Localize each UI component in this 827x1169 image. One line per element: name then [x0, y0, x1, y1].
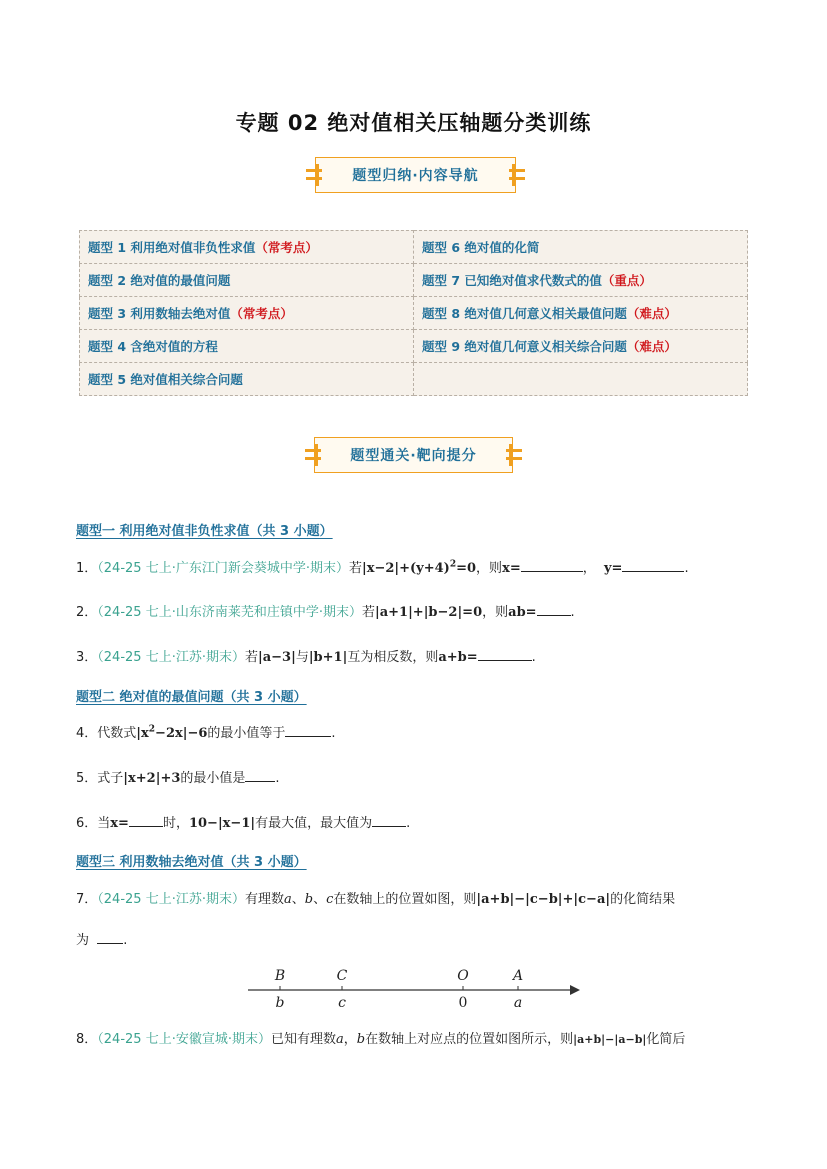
nav-item-4[interactable]: 题型 4 含绝对值的方程	[80, 330, 414, 363]
nav-item-3[interactable]: 题型 3 利用数轴去绝对值（常考点）	[80, 297, 414, 330]
answer-blank[interactable]	[245, 769, 275, 782]
nav-row	[80, 297, 748, 330]
axis-arrow-icon	[570, 985, 580, 995]
point-label-a: a	[513, 995, 523, 1011]
point-label-O: O	[457, 968, 469, 984]
answer-blank[interactable]	[372, 814, 406, 827]
section-heading-1: 题型一 利用绝对值非负性求值（共 3 小题）	[76, 524, 333, 539]
nav-row	[80, 330, 748, 363]
nav-item-1[interactable]: 题型 1 利用绝对值非负性求值（常考点）	[80, 231, 414, 264]
answer-blank[interactable]	[537, 603, 571, 616]
section-heading-3: 题型三 利用数轴去绝对值（共 3 小题）	[76, 855, 307, 870]
point-label-0: 0	[458, 995, 468, 1011]
point-label-A: A	[512, 968, 524, 984]
banner-label: 题型通关·靶向提分	[350, 448, 477, 464]
nav-item-7[interactable]: 题型 7 已知绝对值求代数式的值（重点）	[414, 264, 748, 297]
question-7-line2: 为 .	[76, 933, 128, 948]
question-3: 3．（24-25 七上·江苏·期末）若|a−3|与|b+1|互为相反数，则a+b= .	[76, 650, 536, 665]
nav-item-2[interactable]: 题型 2 绝对值的最值问题	[80, 264, 414, 297]
banner-right-decoration	[506, 444, 522, 466]
nav-row	[80, 363, 748, 396]
practice-banner	[314, 437, 513, 473]
nav-item-9[interactable]: 题型 9 绝对值几何意义相关综合问题（难点）	[414, 330, 748, 363]
nav-row	[80, 264, 748, 297]
point-label-C: C	[336, 968, 348, 984]
question-6: 6．当x= 时，10−|x−1|有最大值，最大值为 .	[76, 816, 411, 831]
answer-blank[interactable]	[622, 559, 684, 572]
answer-blank[interactable]	[97, 931, 123, 944]
question-4: 4．代数式$|x^2-2x|-6$的最小值等于 .	[76, 724, 336, 741]
number-line-figure	[248, 966, 583, 1014]
answer-blank[interactable]	[521, 559, 583, 572]
question-7: 7．（24-25 七上·江苏·期末）有理数a、b、c在数轴上的位置如图，则|a+b|−|c−b|+|c−a|的化简结果	[76, 892, 676, 907]
answer-blank[interactable]	[478, 648, 532, 661]
nav-item-6[interactable]: 题型 6 绝对值的化简	[414, 231, 748, 264]
question-1: 1．（24-25 七上·广东江门新会葵城中学·期末）若$|x-2|+(y+4)^2=0$，则x= ， y= .	[76, 559, 689, 576]
banner-label: 题型归纳·内容导航	[352, 168, 479, 184]
topic-nav-table	[79, 230, 748, 396]
answer-blank[interactable]	[285, 724, 331, 737]
nav-item-5[interactable]: 题型 5 绝对值相关综合问题	[80, 363, 414, 396]
nav-item-8[interactable]: 题型 8 绝对值几何意义相关最值问题（难点）	[414, 297, 748, 330]
nav-item-empty	[414, 363, 748, 396]
point-label-c: c	[338, 995, 346, 1011]
answer-blank[interactable]	[129, 814, 163, 827]
question-2: 2．（24-25 七上·山东济南莱芜和庄镇中学·期末）若|a+1|+|b−2|=0，则ab= .	[76, 605, 575, 620]
point-label-b: b	[275, 995, 285, 1011]
nav-row	[80, 231, 748, 264]
banner-right-decoration	[509, 164, 525, 186]
question-5: 5．式子|x+2|+3的最小值是 .	[76, 771, 280, 786]
content-nav-banner	[315, 157, 516, 193]
question-8: 8．（24-25 七上·安徽宣城·期末）已知有理数a，b在数轴上对应点的位置如图所示，则|a+b|−|a−b|化简后	[76, 1032, 686, 1047]
point-label-B: B	[274, 968, 286, 984]
section-heading-2: 题型二 绝对值的最值问题（共 3 小题）	[76, 690, 307, 705]
page-title: 专题 02 绝对值相关压轴题分类训练	[235, 111, 592, 135]
